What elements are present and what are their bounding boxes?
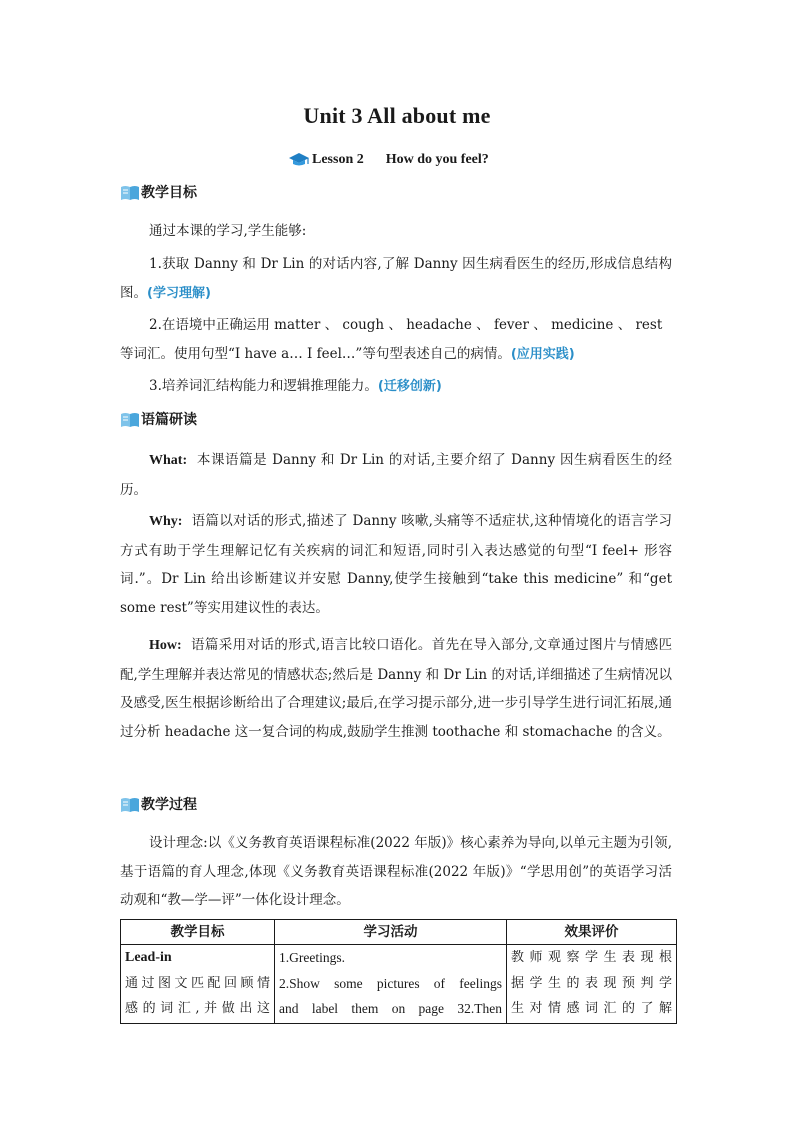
section-title: 教学目标 xyxy=(141,185,197,201)
how-paragraph: How: 语篇采用对话的形式,语言比较口语化。首先在导入部分,文章通过图片与情感匹配,学生理解并表达常见的情感状态;然后是 Danny 和 Dr Lin 的对话,详细描述了生病情况以及感受,医生根据诊断给出了合理建议;最后,在学习提示部分,进一步引导学生进行词汇拓展,通过分析 headache 这一复合词的构成,鼓励学生推测 toothache 和 stomachache 的含义。 xyxy=(120,637,672,740)
goal-item-1: 1.获取 Danny 和 Dr Lin 的对话内容,了解 Danny 因生病看医生的经历,形成信息结构图。(学习理解) xyxy=(120,256,672,301)
goal-item-3: 3.培养词汇结构能力和逻辑推理能力。(迁移创新) xyxy=(149,378,442,394)
goal-tag: (学习理解) xyxy=(147,285,211,301)
column-header: 学习活动 xyxy=(275,920,507,945)
graduation-cap-icon xyxy=(288,152,310,168)
goal-tag: (应用实践) xyxy=(510,347,575,362)
why-paragraph: Why: 语篇以对话的形式,描述了 Danny 咳嗽,头痛等不适症状,这种情境化的语言学习方式有助于学生理解记忆有关疾病的词汇和短语,同时引入表达感觉的句型“I feel+ 形容词.”。Dr Lin 给出诊断建议并安慰 Danny,使学生接触到“take this medicine” 和“get some rest”等实用建议性的表达。 xyxy=(120,513,673,616)
section-heading-goals xyxy=(120,182,197,202)
table-header-row xyxy=(121,920,677,945)
goal-item-2: 等词汇。使用句型“I have a… I feel…”等句型表述自己的病情。(应用实践) xyxy=(120,346,575,362)
column-header: 效果评价 xyxy=(507,920,677,945)
table-cell-activity: 1.Greetings. 2.Show some pictures of feelings and label them on page 32.Then xyxy=(275,945,507,1024)
column-header: 教学目标 xyxy=(121,920,275,945)
lesson-number: Lesson 2 xyxy=(312,152,364,167)
table-cell-evaluation: 教师观察学生表现根 据学生的表现预判学 生对情感词汇的了解 xyxy=(507,945,677,1024)
goal-tag: (迁移创新) xyxy=(377,379,442,394)
book-icon xyxy=(120,184,140,201)
unit-title: Unit 3 All about me xyxy=(303,103,491,128)
design-concept: 设计理念:以《义务教育英语课程标准(2022 年版)》核心素养为导向,以单元主题为引领,基于语篇的育人理念,体现《义务教育英语课程标准(2022 年版)》“学思用创”的英语学习活动观和“教—学—评”一体化设计理念。 xyxy=(120,835,672,908)
book-icon xyxy=(120,796,140,813)
book-icon xyxy=(120,411,140,428)
lesson-subtitle: How do you feel? xyxy=(385,152,489,167)
section-title: 语篇研读 xyxy=(141,412,197,428)
section-heading-text-study xyxy=(120,409,197,429)
lesson-heading xyxy=(288,152,489,168)
table-row xyxy=(121,945,677,1024)
teaching-process-table xyxy=(120,919,677,1024)
what-paragraph: What: 本课语篇是 Danny 和 Dr Lin 的对话,主要介绍了 Danny 因生病看医生的经历。 xyxy=(120,452,672,498)
section-title: 教学过程 xyxy=(141,797,197,813)
section-heading-process xyxy=(120,794,197,814)
table-cell-goal: Lead-in 通过图文匹配回顾情 感的词汇,并做出这 xyxy=(121,945,275,1024)
goals-intro: 通过本课的学习,学生能够: xyxy=(149,223,307,239)
goal-item-2-line1: 2.在语境中正确运用 matter 、 cough 、 headache 、 fever 、 medicine 、 rest xyxy=(149,317,663,333)
